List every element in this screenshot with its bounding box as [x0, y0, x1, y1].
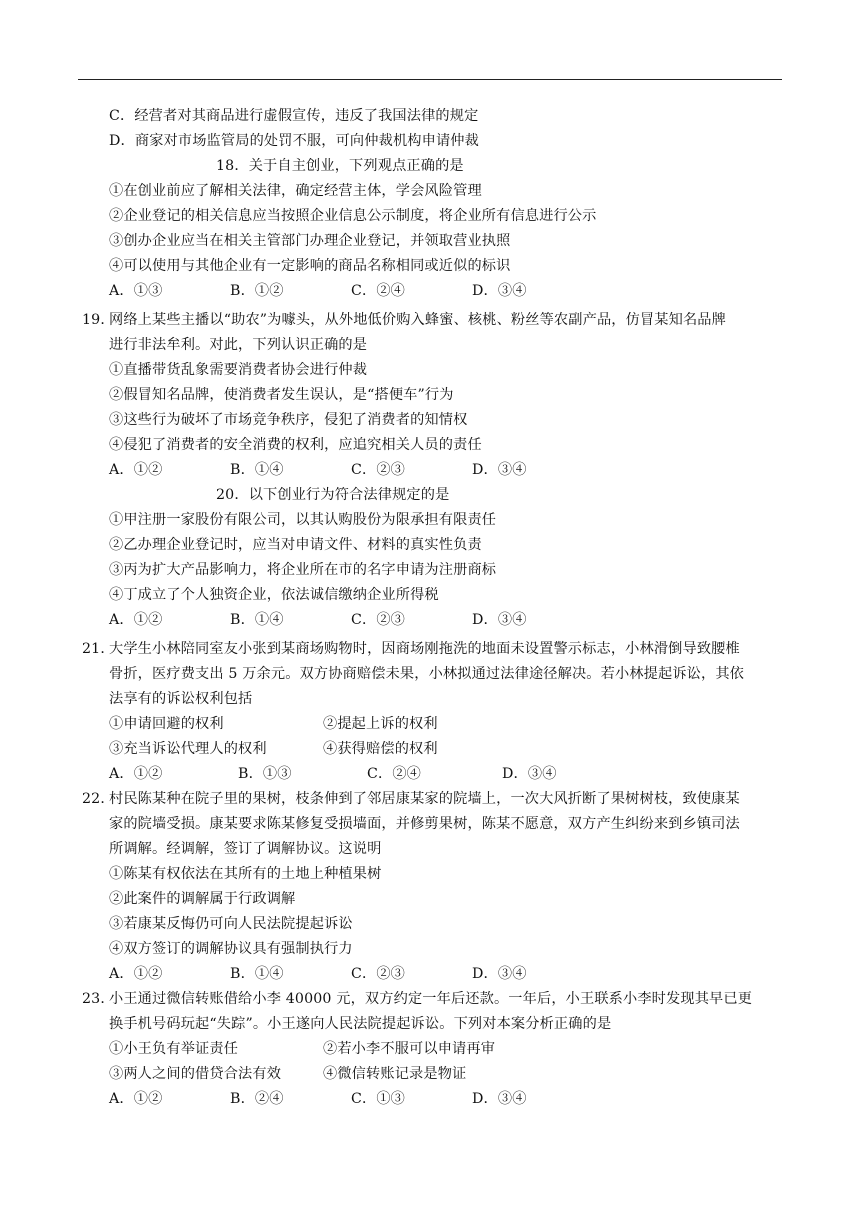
q22-item-3: ③若康某反悔仍可向人民法院提起诉讼 — [109, 916, 353, 932]
q23-option-c: C．①③ — [351, 1091, 406, 1107]
q18-option-a: A．①③ — [109, 283, 163, 299]
q23-item-4: ④微信转账记录是物证 — [323, 1066, 467, 1082]
q21-stem-line-3: 法享有的诉讼权利包括 — [109, 691, 253, 707]
q22-stem-line-2: 家的院墙受损。康某要求陈某修复受损墙面，并修剪果树，陈某不愿意，双方产生纠纷来到乡镇司法 — [109, 816, 740, 832]
q18-option-b: B．①② — [230, 283, 284, 299]
q23-number: 23． — [82, 991, 115, 1007]
q19-stem-line-2: 进行非法牟利。对此，下列认识正确的是 — [109, 337, 368, 353]
q22-option-a: A．①② — [109, 966, 163, 982]
q20-item-4: ④丁成立了个人独资企业，依法诚信缴纳企业所得税 — [109, 587, 439, 603]
q22-stem-line-1: 村民陈某种在院子里的果树，枝条伸到了邻居康某家的院墙上，一次大风折断了果树树枝，致使康某 — [109, 791, 740, 807]
q19-item-4: ④侵犯了消费者的安全消费的权利，应追究相关人员的责任 — [109, 437, 482, 453]
q19-option-b: B．①④ — [230, 462, 284, 478]
q23-item-3: ③两人之间的借贷合法有效 — [109, 1066, 282, 1082]
q18-option-d: D．③④ — [472, 283, 527, 299]
q23-option-d: D．③④ — [472, 1091, 527, 1107]
q21-option-b: B．①③ — [238, 766, 292, 782]
q21-stem-line-1: 大学生小林陪同室友小张到某商场购物时，因商场刚拖洗的地面未设置警示标志，小林滑倒导致腰椎 — [109, 641, 740, 657]
q20-stem: 20．以下创业行为符合法律规定的是 — [216, 487, 450, 503]
q20-item-1: ①甲注册一家股份有限公司，以其认购股份为限承担有限责任 — [109, 512, 497, 528]
q23-item-1: ①小王负有举证责任 — [109, 1041, 239, 1057]
q23-option-b: B．②④ — [230, 1091, 284, 1107]
q22-item-1: ①陈某有权依法在其所有的土地上种植果树 — [109, 866, 382, 882]
q20-item-2: ②乙办理企业登记时，应当对申请文件、材料的真实性负责 — [109, 537, 482, 553]
q22-item-2: ②此案件的调解属于行政调解 — [109, 891, 296, 907]
q23-stem-line-1: 小王通过微信转账借给小李 40000 元，双方约定一年后还款。一年后，小王联系小李时发现其早已更 — [109, 991, 753, 1007]
q21-option-c: C．②④ — [367, 766, 422, 782]
q22-number: 22． — [82, 791, 115, 807]
q17-option-c: C．经营者对其商品进行虚假宣传，违反了我国法律的规定 — [109, 108, 479, 124]
q23-item-2: ②若小李不服可以申请再审 — [323, 1041, 496, 1057]
q20-option-b: B．①④ — [230, 612, 284, 628]
q22-item-4: ④双方签订的调解协议具有强制执行力 — [109, 941, 353, 957]
q20-option-a: A．①② — [109, 612, 163, 628]
q19-option-a: A．①② — [109, 462, 163, 478]
q23-stem-line-2: 换手机号码玩起“失踪”。小王遂向人民法院提起诉讼。下列对本案分析正确的是 — [109, 1016, 612, 1032]
q18-option-c: C．②④ — [351, 283, 406, 299]
q18-item-3: ③创办企业应当在相关主管部门办理企业登记，并领取营业执照 — [109, 233, 511, 249]
q21-item-2: ②提起上诉的权利 — [323, 716, 438, 732]
q18-item-2: ②企业登记的相关信息应当按照企业信息公示制度，将企业所有信息进行公示 — [109, 208, 597, 224]
q22-option-d: D．③④ — [472, 966, 527, 982]
q21-stem-line-2: 骨折，医疗费支出 5 万余元。双方协商赔偿未果，小林拟通过法律途径解决。若小林提起诉讼，其依 — [109, 666, 745, 682]
q19-item-3: ③这些行为破坏了市场竞争秩序，侵犯了消费者的知情权 — [109, 412, 468, 428]
q18-item-1: ①在创业前应了解相关法律，确定经营主体，学会风险管理 — [109, 183, 482, 199]
q21-option-d: D．③④ — [502, 766, 557, 782]
q22-stem-line-3: 所调解。经调解，签订了调解协议。这说明 — [109, 841, 382, 857]
q19-item-1: ①直播带货乱象需要消费者协会进行仲裁 — [109, 362, 368, 378]
q18-item-4: ④可以使用与其他企业有一定影响的商品名称相同或近似的标识 — [109, 258, 511, 274]
q20-item-3: ③丙为扩大产品影响力，将企业所在市的名字申请为注册商标 — [109, 562, 497, 578]
header-rule — [78, 79, 782, 80]
q22-option-b: B．①④ — [230, 966, 284, 982]
q20-option-c: C．②③ — [351, 612, 406, 628]
q17-option-d: D．商家对市场监管局的处罚不服，可向仲裁机构申请仲裁 — [109, 133, 479, 149]
q19-stem-line-1: 网络上某些主播以“助农”为噱头，从外地低价购入蜂蜜、核桃、粉丝等农副产品，仿冒某知名品牌 — [109, 312, 726, 328]
q22-option-c: C．②③ — [351, 966, 406, 982]
q19-option-d: D．③④ — [472, 462, 527, 478]
q23-option-a: A．①② — [109, 1091, 163, 1107]
q21-item-3: ③充当诉讼代理人的权利 — [109, 741, 267, 757]
q19-number: 19． — [82, 312, 115, 328]
q19-option-c: C．②③ — [351, 462, 406, 478]
q21-number: 21． — [82, 641, 115, 657]
q21-item-1: ①申请回避的权利 — [109, 716, 224, 732]
q18-stem: 18．关于自主创业，下列观点正确的是 — [216, 158, 464, 174]
q20-option-d: D．③④ — [472, 612, 527, 628]
q21-option-a: A．①② — [109, 766, 163, 782]
q21-item-4: ④获得赔偿的权利 — [323, 741, 438, 757]
q19-item-2: ②假冒知名品牌，使消费者发生误认，是“搭便车”行为 — [109, 387, 454, 403]
